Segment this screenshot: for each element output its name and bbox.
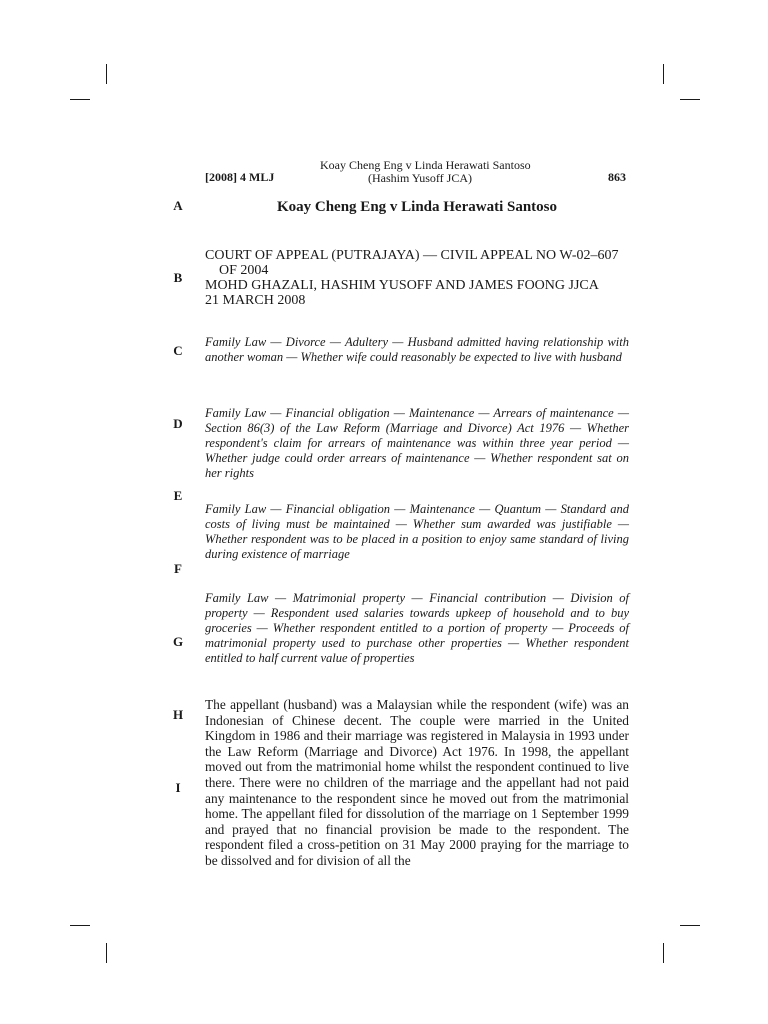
header-case-title: Koay Cheng Eng v Linda Herawati Santoso xyxy=(320,158,531,172)
margin-letter-c: C xyxy=(173,343,183,358)
margin-letter-d: D xyxy=(173,416,183,431)
crop-mark xyxy=(663,64,664,84)
crop-mark xyxy=(663,943,664,963)
margin-letter-b: B xyxy=(173,270,183,285)
margin-letter-g: G xyxy=(172,634,184,649)
header-judge: (Hashim Yusoff JCA) xyxy=(368,171,472,185)
crop-mark xyxy=(70,99,90,100)
crop-mark xyxy=(106,943,107,963)
court-line: COURT OF APPEAL (PUTRAJAYA) — CIVIL APPEAL NO W-02–607 xyxy=(205,248,619,263)
catchword-paragraph: Family Law — Financial obligation — Maintenance — Arrears of maintenance — Section 86(3) of the Law Reform (Marriage and Divorce) Act 1976 — Whether respondent's claim for arrears of maintenance was within three year period — Whether judge could order arrears of maintenance — Whether respondent sat on her rights xyxy=(205,406,629,480)
crop-mark xyxy=(106,64,107,84)
crop-mark xyxy=(70,925,90,926)
margin-letter-i: I xyxy=(175,780,181,795)
court-details xyxy=(205,248,635,308)
margin-letter-f: F xyxy=(174,561,182,576)
margin-letter-h: H xyxy=(172,707,184,722)
catchword-paragraph: Family Law — Divorce — Adultery — Husband admitted having relationship with another woman — Whether wife could reasonably be expected to live with husband xyxy=(205,335,629,364)
header-citation: [2008] 4 MLJ xyxy=(205,170,275,184)
header-case-name xyxy=(320,158,531,185)
headnote-paragraph: The appellant (husband) was a Malaysian while the respondent (wife) was an Indonesian of Chinese decent. The couple were married in the United Kingdom in 1986 and their marriage was registered in Malaysia in 1993 under the Law Reform (Marriage and Divorce) Act 1976. In 1998, the appellant moved out from the matrimonial home whilst the respondent continued to live there. There were no children of the marriage and the appellant had not paid any maintenance to the respondent since he moved out from the matrimonial home. The appellant filed for dissolution of the marriage on 1 September 1999 and prayed that no financial provision be made to the respondent. The respondent filed a cross-petition on 31 May 2000 praying for the marriage to be dissolved and for division of all the xyxy=(205,697,629,868)
judges-line: MOHD GHAZALI, HASHIM YUSOFF AND JAMES FOONG JJCA xyxy=(205,278,599,293)
catchword-paragraph: Family Law — Matrimonial property — Financial contribution — Division of property — Respondent used salaries towards upkeep of household and to buy groceries — Whether respondent entitled to a portion of property — Proceeds of matrimonial property used to purchase other properties — Whether respondent entitled to half current value of properties xyxy=(205,591,629,665)
case-title: Koay Cheng Eng v Linda Herawati Santoso xyxy=(276,199,558,215)
margin-letter-e: E xyxy=(173,488,183,503)
page-number: 863 xyxy=(608,170,626,184)
margin-letter-a: A xyxy=(173,198,183,213)
catchword-paragraph: Family Law — Financial obligation — Maintenance — Quantum — Standard and costs of living must be maintained — Whether sum awarded was justifiable — Whether respondent was to be placed in a position to enjoy same standard of living during existence of marriage xyxy=(205,502,629,561)
decision-date: 21 MARCH 2008 xyxy=(205,293,306,308)
crop-mark xyxy=(680,925,700,926)
court-line-continuation: OF 2004 xyxy=(219,263,269,278)
crop-mark xyxy=(680,99,700,100)
